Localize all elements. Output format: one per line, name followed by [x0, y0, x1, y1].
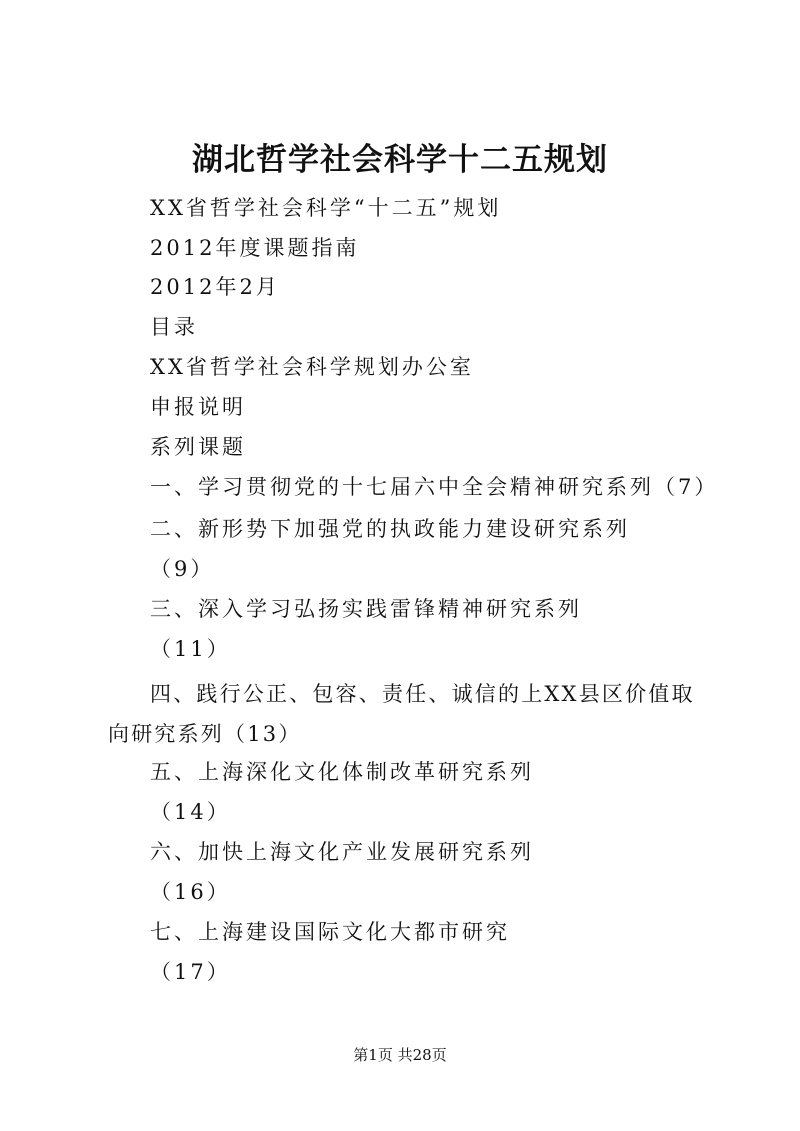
toc-page-ref-2: （9）: [150, 557, 215, 581]
toc-item-7: 七、上海建设国际文化大都市研究: [150, 920, 510, 944]
doc-subtitle-line: XX省哲学社会科学“十二五”规划: [150, 196, 502, 220]
doc-date-line: 2012年2月: [150, 275, 280, 299]
toc-item-1: 一、学习贯彻党的十七届六中全会精神研究系列（7）: [150, 475, 719, 499]
toc-item-4: 四、践行公正、包容、责任、诚信的上XX县区价值取向研究系列（13）: [108, 682, 695, 746]
toc-item-5: 五、上海深化文化体制改革研究系列: [150, 760, 534, 784]
toc-item-3: 三、深入学习弘扬实践雷锋精神研究系列: [150, 597, 582, 621]
toc-heading: 目录: [150, 315, 198, 339]
toc-page-ref-5: （14）: [150, 800, 231, 824]
toc-item-6: 六、加快上海文化产业发展研究系列: [150, 840, 534, 864]
toc-item-declaration: 申报说明: [150, 395, 246, 419]
doc-guide-line: 2012年度课题指南: [150, 236, 360, 260]
document-title: 湖北哲学社会科学十二五规划: [192, 142, 608, 178]
toc-page-ref-6: （16）: [150, 880, 231, 904]
toc-item-series: 系列课题: [150, 435, 246, 459]
page-footer: 第1页 共28页: [353, 1046, 447, 1064]
toc-page-ref-3: （11）: [150, 637, 231, 661]
toc-page-ref-7: （17）: [150, 960, 231, 984]
office-line: XX省哲学社会科学规划办公室: [150, 355, 474, 379]
toc-item-2: 二、新形势下加强党的执政能力建设研究系列: [150, 517, 630, 541]
